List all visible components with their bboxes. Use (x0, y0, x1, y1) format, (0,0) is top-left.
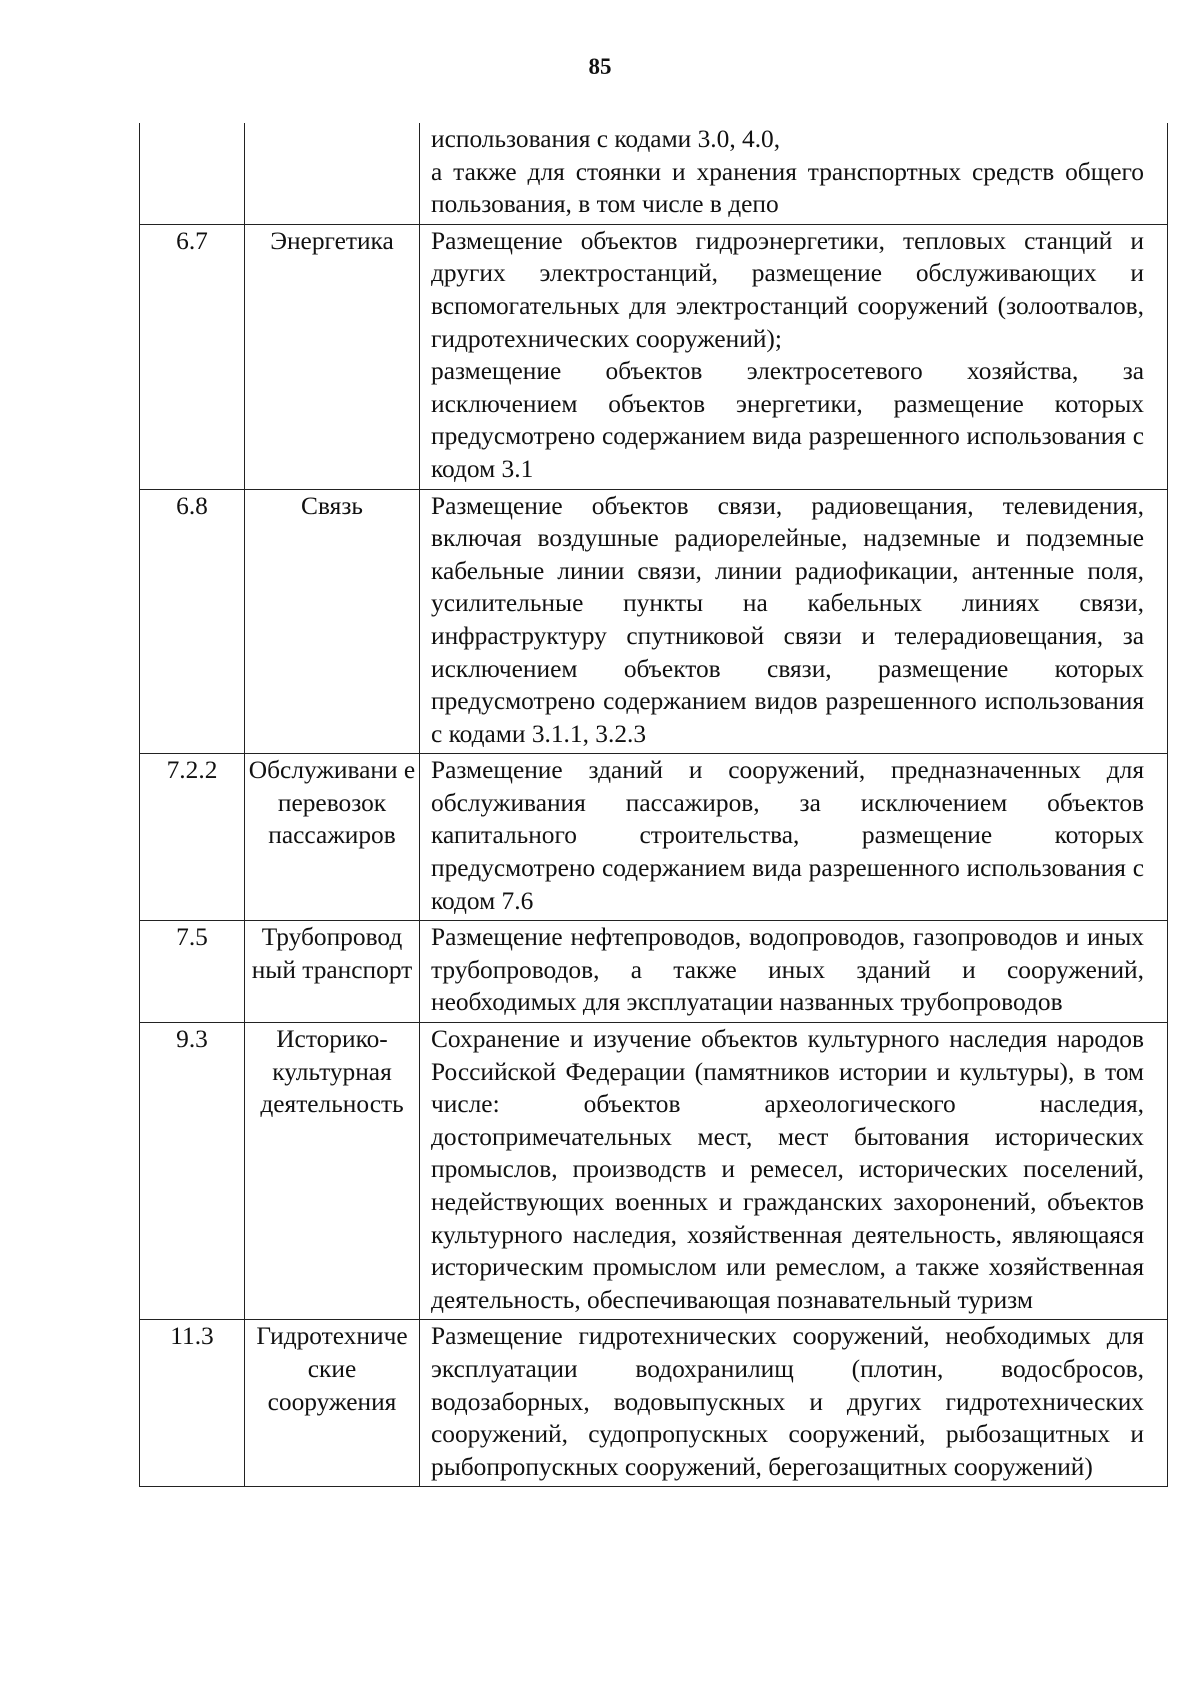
row-description (420, 1023, 1168, 1320)
row-description (420, 921, 1168, 1023)
description-paragraph: Размещение гидротехнических сооружений, необходимых для эксплуатации водохранилищ (плотин, водосбросов, водозаборных, водовыпускных и других гидротехнических сооружений, судопропускных сооружений, рыбозащитных и рыбопропускных сооружений, берегозащитных сооружений) (431, 1322, 1144, 1481)
description-paragraph: а также для стоянки и хранения транспортных средств общего пользования, в том числе в депо (431, 157, 1144, 219)
description-paragraph: Размещение объектов связи, радиовещания, телевидения, включая воздушные радиорелейные, надземные и подземные кабельные линии связи, линии радиофикации, антенные поля, усилительные пункты на кабельных линиях связи, инфраструктуру спутниковой связи и телерадиовещания, за исключением объектов связи, размещение которых предусмотрено содержанием видов разрешенного использования с кодами 3.1.1, 3.2.3 (431, 491, 1144, 748)
row-code: 7.2.2 (140, 754, 245, 921)
row-name: Гидротехниче ские сооружения (245, 1320, 420, 1487)
row-code: 9.3 (140, 1023, 245, 1320)
table-row (140, 921, 1168, 1023)
row-description (420, 754, 1168, 921)
table-row (140, 489, 1168, 754)
table-row (140, 224, 1168, 489)
row-code: 6.7 (140, 224, 245, 489)
table-row (140, 1320, 1168, 1487)
table-row (140, 754, 1168, 921)
row-name: Связь (245, 489, 420, 754)
row-name: Историко-культурная деятельность (245, 1023, 420, 1320)
row-description (420, 489, 1168, 754)
description-paragraph: Размещение объектов гидроэнергетики, тепловых станций и других электростанций, размещение обслуживающих и вспомогательных для электростанций сооружений (золоотвалов, гидротехнических сооружений); (431, 226, 1144, 353)
description-paragraph: размещение объектов электросетевого хозяйства, за исключением объектов энергетики, размещение которых предусмотрено содержанием вида разрешенного использования с кодом 3.1 (431, 357, 1144, 483)
description-paragraph: использования с кодами 3.0, 4.0, (431, 125, 781, 153)
row-code: 7.5 (140, 921, 245, 1023)
description-paragraph: Размещение зданий и сооружений, предназначенных для обслуживания пассажиров, за исключением объектов капитального строительства, размещение которых предусмотрено содержанием вида разрешенного использования с кодом 7.6 (431, 756, 1144, 915)
row-description (420, 123, 1168, 224)
page-number: 85 (588, 54, 612, 79)
row-code: 6.8 (140, 489, 245, 754)
row-name: Обслуживани е перевозок пассажиров (245, 754, 420, 921)
row-name: Трубопровод ный транспорт (245, 921, 420, 1023)
row-name: Энергетика (245, 224, 420, 489)
table-row (140, 1023, 1168, 1320)
row-description (420, 1320, 1168, 1487)
table-row (140, 123, 1168, 224)
row-description (420, 224, 1168, 489)
row-name (245, 123, 420, 224)
description-paragraph: Сохранение и изучение объектов культурного наследия народов Российской Федерации (памятников истории и культуры), в том числе: объектов археологического наследия, достопримечательных мест, мест бытования исторических промыслов, производств и ремесел, исторических поселений, недействующих военных и гражданских захоронений, объектов культурного наследия, хозяйственная деятельность, являющаяся историческим промыслом или ремеслом, а также хозяйственная деятельность, обеспечивающая познавательный туризм (431, 1025, 1144, 1314)
land-use-table (139, 123, 1168, 1487)
row-code (140, 123, 245, 224)
row-code: 11.3 (140, 1320, 245, 1487)
description-paragraph: Размещение нефтепроводов, водопроводов, газопроводов и иных трубопроводов, а также иных зданий и сооружений, необходимых для эксплуатации названных трубопроводов (431, 923, 1144, 1017)
